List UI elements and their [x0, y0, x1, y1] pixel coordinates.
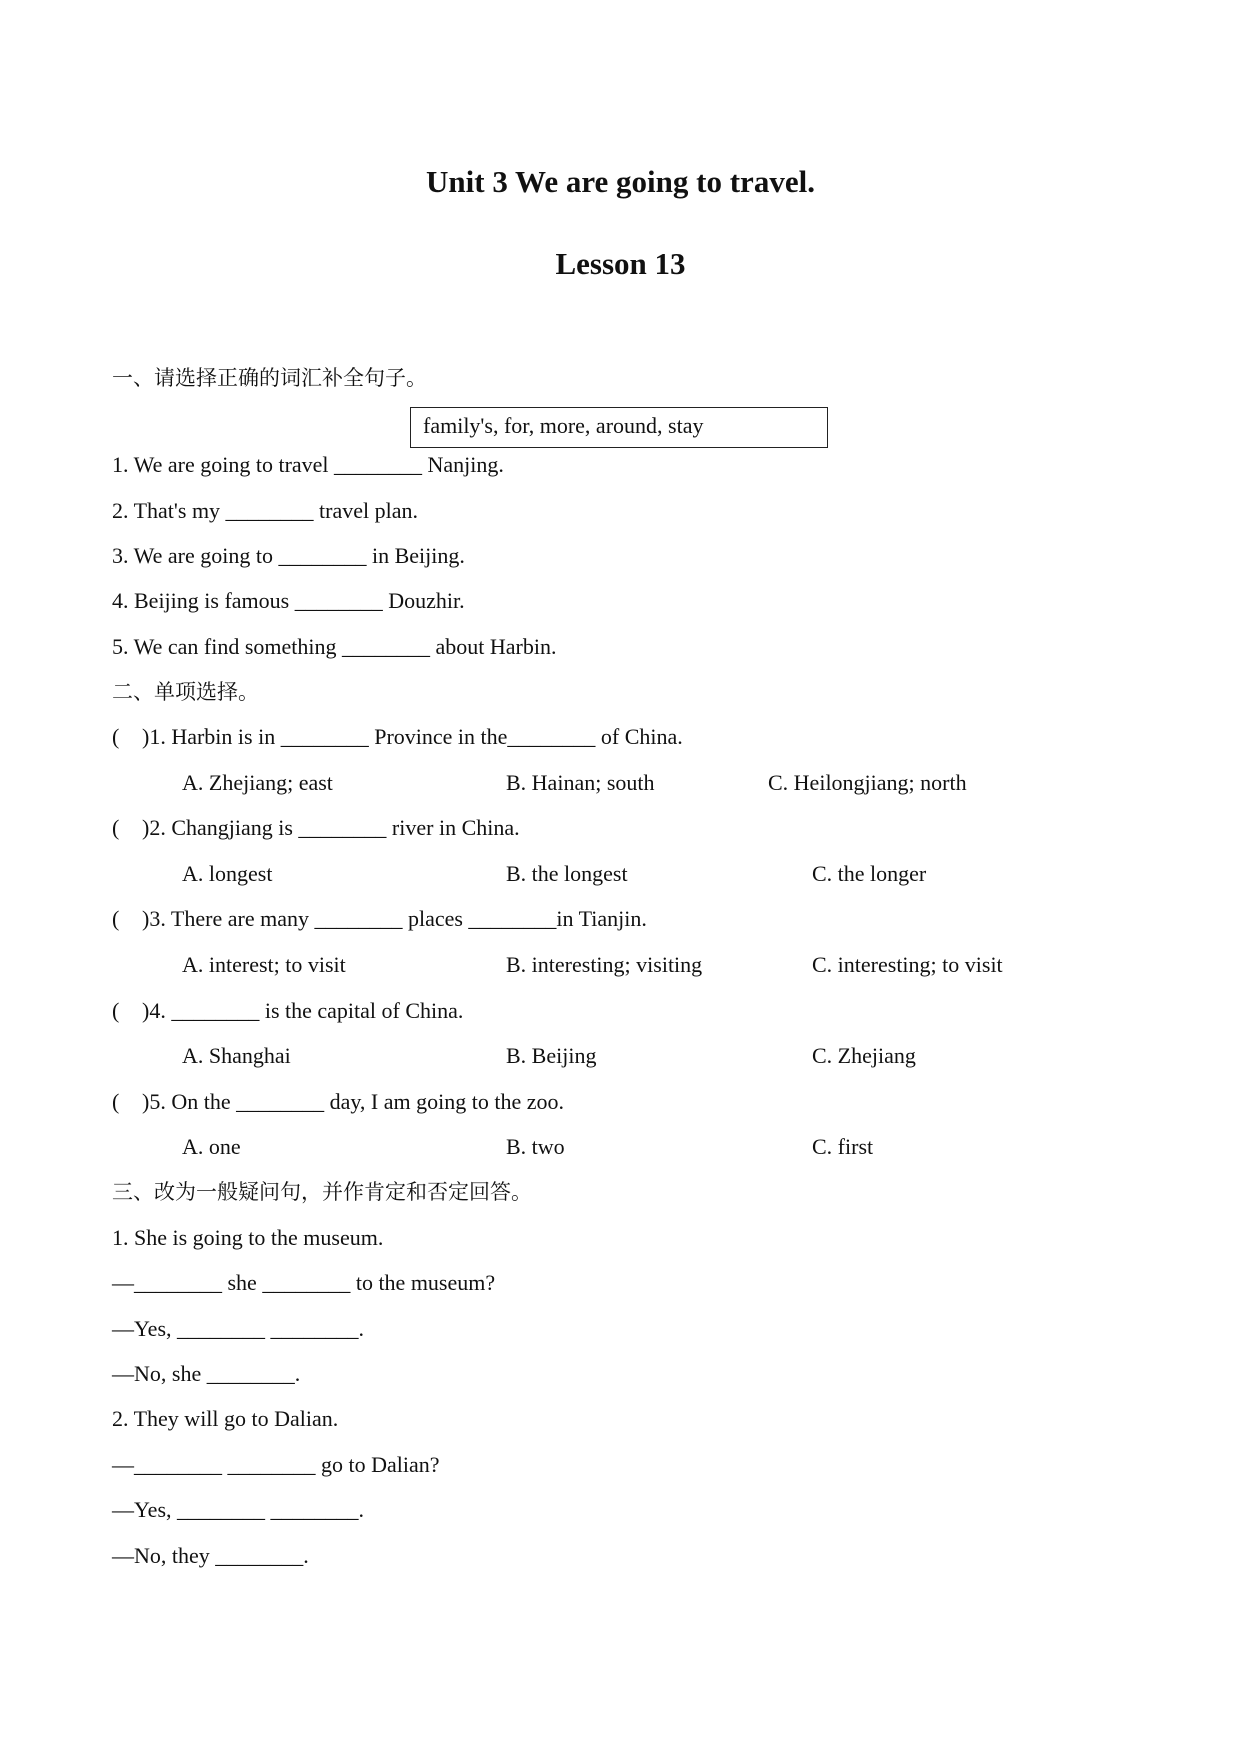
s2-q1-option-b: B. Hainan; south: [506, 770, 655, 795]
s3-line-6: —________ ________ go to Dalian?: [112, 1452, 440, 1477]
page-title: Unit 3 We are going to travel.: [426, 164, 815, 199]
s2-question-2: [112, 814, 520, 842]
s1-item-4: 4. Beijing is famous ________ Douzhir.: [112, 588, 465, 613]
s2-q3-option-c: C. interesting; to visit: [812, 952, 1003, 977]
question-text: )5. On the ________ day, I am going to the zoo.: [142, 1089, 564, 1114]
question-text: )2. Changjiang is ________ river in China.: [142, 815, 520, 840]
lesson-title: Lesson 13: [555, 246, 686, 281]
s2-q5-option-b: B. two: [506, 1134, 565, 1159]
s2-q1-option-c: C. Heilongjiang; north: [768, 770, 967, 795]
s1-item-3: 3. We are going to ________ in Beijing.: [112, 543, 465, 568]
s2-q2-option-a: A. longest: [182, 861, 273, 886]
s3-line-7: —Yes, ________ ________.: [112, 1497, 365, 1522]
question-text: )1. Harbin is in ________ Province in the________ of China.: [142, 724, 683, 749]
s2-question-3: [112, 905, 647, 933]
section2-heading: 二、单项选择。: [112, 680, 259, 704]
s3-line-5: 2. They will go to Dalian.: [112, 1406, 339, 1431]
s2-q5-option-a: A. one: [182, 1134, 241, 1159]
s1-item-5: 5. We can find something ________ about Harbin.: [112, 634, 557, 659]
answer-paren: (: [112, 724, 120, 749]
s2-q1-option-a: A. Zhejiang; east: [182, 770, 333, 795]
word-bank-box: family's, for, more, around, stay: [410, 407, 828, 448]
answer-paren: (: [112, 998, 120, 1023]
s1-item-1: 1. We are going to travel ________ Nanjing.: [112, 452, 504, 477]
s2-q3-option-a: A. interest; to visit: [182, 952, 346, 977]
s3-line-4: —No, she ________.: [112, 1361, 301, 1386]
question-text: )4. ________ is the capital of China.: [142, 998, 464, 1023]
answer-paren: (: [112, 1089, 120, 1114]
s2-q4-option-c: C. Zhejiang: [812, 1043, 916, 1068]
section3-heading: 三、改为一般疑问句，并作肯定和否定回答。: [112, 1180, 532, 1204]
s2-q4-option-b: B. Beijing: [506, 1043, 597, 1068]
section1-heading: 一、请选择正确的词汇补全句子。: [112, 366, 427, 390]
s2-question-4: [112, 997, 463, 1025]
s3-line-1: 1. She is going to the museum.: [112, 1225, 384, 1250]
s2-q5-option-c: C. first: [812, 1134, 874, 1159]
s2-question-1: [112, 723, 683, 751]
s1-item-2: 2. That's my ________ travel plan.: [112, 498, 419, 523]
s3-line-2: —________ she ________ to the museum?: [112, 1270, 496, 1295]
s2-question-5: [112, 1088, 564, 1116]
s2-q4-option-a: A. Shanghai: [182, 1043, 291, 1068]
answer-paren: (: [112, 906, 120, 931]
s2-q2-option-c: C. the longer: [812, 861, 927, 886]
s2-q2-option-b: B. the longest: [506, 861, 628, 886]
s2-q3-option-b: B. interesting; visiting: [506, 952, 703, 977]
s3-line-8: —No, they ________.: [112, 1543, 309, 1568]
question-text: )3. There are many ________ places ________in Tianjin.: [142, 906, 647, 931]
answer-paren: (: [112, 815, 120, 840]
s3-line-3: —Yes, ________ ________.: [112, 1316, 365, 1341]
